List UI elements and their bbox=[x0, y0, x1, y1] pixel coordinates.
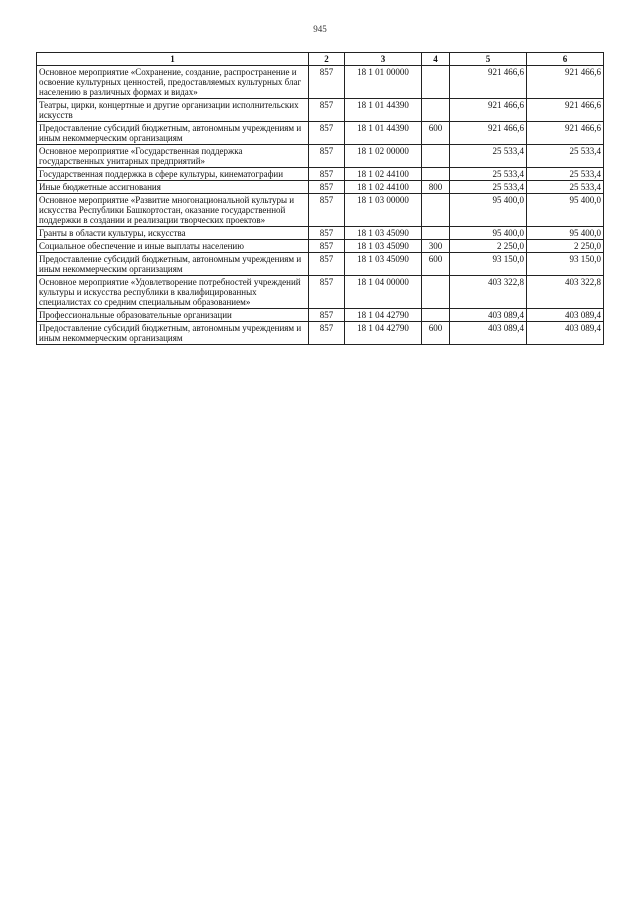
row-sum-col6: 403 089,4 bbox=[527, 322, 604, 345]
row-sum-col5: 95 400,0 bbox=[450, 194, 527, 227]
row-csr-code: 18 1 02 44100 bbox=[345, 181, 422, 194]
row-sum-col6: 921 466,6 bbox=[527, 66, 604, 99]
row-sum-col5: 95 400,0 bbox=[450, 227, 527, 240]
table-row bbox=[37, 145, 604, 168]
row-sum-col6: 921 466,6 bbox=[527, 99, 604, 122]
row-vedomstvo: 857 bbox=[309, 227, 345, 240]
row-vedomstvo: 857 bbox=[309, 240, 345, 253]
table-row bbox=[37, 240, 604, 253]
row-name: Основное мероприятие «Удовлетворение потребностей учреждений культуры и искусства республики в квалифицированных специалистах со средним специальным образованием» bbox=[37, 276, 309, 309]
row-vr-code bbox=[422, 276, 450, 309]
row-name: Профессиональные образовательные организации bbox=[37, 309, 309, 322]
row-sum-col6: 95 400,0 bbox=[527, 194, 604, 227]
header-cell: 5 bbox=[450, 53, 527, 66]
row-sum-col6: 403 322,8 bbox=[527, 276, 604, 309]
row-csr-code: 18 1 03 45090 bbox=[345, 253, 422, 276]
row-vr-code: 600 bbox=[422, 122, 450, 145]
header-cell: 2 bbox=[309, 53, 345, 66]
table-row bbox=[37, 227, 604, 240]
header-cell: 6 bbox=[527, 53, 604, 66]
row-vedomstvo: 857 bbox=[309, 194, 345, 227]
row-vedomstvo: 857 bbox=[309, 168, 345, 181]
row-sum-col5: 403 322,8 bbox=[450, 276, 527, 309]
row-vr-code bbox=[422, 309, 450, 322]
table-row bbox=[37, 194, 604, 227]
table-row bbox=[37, 253, 604, 276]
row-vedomstvo: 857 bbox=[309, 309, 345, 322]
row-sum-col5: 921 466,6 bbox=[450, 66, 527, 99]
row-sum-col6: 25 533,4 bbox=[527, 145, 604, 168]
row-sum-col6: 25 533,4 bbox=[527, 181, 604, 194]
table-row bbox=[37, 181, 604, 194]
row-csr-code: 18 1 01 44390 bbox=[345, 122, 422, 145]
row-sum-col5: 25 533,4 bbox=[450, 181, 527, 194]
row-csr-code: 18 1 01 00000 bbox=[345, 66, 422, 99]
row-csr-code: 18 1 04 42790 bbox=[345, 322, 422, 345]
table-row bbox=[37, 122, 604, 145]
row-sum-col5: 25 533,4 bbox=[450, 145, 527, 168]
row-vedomstvo: 857 bbox=[309, 322, 345, 345]
row-name: Предоставление субсидий бюджетным, автономным учреждениям и иным некоммерческим организациям bbox=[37, 322, 309, 345]
row-sum-col5: 93 150,0 bbox=[450, 253, 527, 276]
row-name: Предоставление субсидий бюджетным, автономным учреждениям и иным некоммерческим организациям bbox=[37, 253, 309, 276]
table-row bbox=[37, 309, 604, 322]
row-vr-code: 800 bbox=[422, 181, 450, 194]
row-sum-col6: 403 089,4 bbox=[527, 309, 604, 322]
row-vedomstvo: 857 bbox=[309, 253, 345, 276]
row-vr-code bbox=[422, 145, 450, 168]
row-vedomstvo: 857 bbox=[309, 276, 345, 309]
table-row bbox=[37, 276, 604, 309]
row-sum-col6: 25 533,4 bbox=[527, 168, 604, 181]
row-csr-code: 18 1 01 44390 bbox=[345, 99, 422, 122]
row-sum-col6: 921 466,6 bbox=[527, 122, 604, 145]
table-row bbox=[37, 99, 604, 122]
row-csr-code: 18 1 03 00000 bbox=[345, 194, 422, 227]
row-name: Основное мероприятие «Развитие многонациональной культуры и искусства Республики Башкортостан, оказание государственной поддержки в создании и реализации творческих проектов» bbox=[37, 194, 309, 227]
page-number: 945 bbox=[313, 24, 327, 34]
row-vr-code bbox=[422, 227, 450, 240]
row-name: Основное мероприятие «Сохранение, создание, распространение и освоение культурных ценностей, предоставляемых культурных благ населению в различных формах и видах» bbox=[37, 66, 309, 99]
row-vedomstvo: 857 bbox=[309, 66, 345, 99]
row-name: Театры, цирки, концертные и другие организации исполнительских искусств bbox=[37, 99, 309, 122]
row-sum-col6: 93 150,0 bbox=[527, 253, 604, 276]
row-sum-col5: 403 089,4 bbox=[450, 322, 527, 345]
row-sum-col5: 25 533,4 bbox=[450, 168, 527, 181]
row-vedomstvo: 857 bbox=[309, 99, 345, 122]
row-csr-code: 18 1 02 00000 bbox=[345, 145, 422, 168]
row-csr-code: 18 1 02 44100 bbox=[345, 168, 422, 181]
table-row bbox=[37, 168, 604, 181]
row-name: Основное мероприятие «Государственная поддержка государственных унитарных предприятий» bbox=[37, 145, 309, 168]
table-row bbox=[37, 66, 604, 99]
row-name: Государственная поддержка в сфере культуры, кинематографии bbox=[37, 168, 309, 181]
header-row bbox=[37, 53, 604, 66]
row-csr-code: 18 1 03 45090 bbox=[345, 240, 422, 253]
row-name: Иные бюджетные ассигнования bbox=[37, 181, 309, 194]
row-vr-code bbox=[422, 99, 450, 122]
row-vr-code bbox=[422, 194, 450, 227]
row-vedomstvo: 857 bbox=[309, 181, 345, 194]
row-sum-col5: 403 089,4 bbox=[450, 309, 527, 322]
row-sum-col5: 921 466,6 bbox=[450, 122, 527, 145]
row-name: Социальное обеспечение и иные выплаты населению bbox=[37, 240, 309, 253]
header-cell: 3 bbox=[345, 53, 422, 66]
row-sum-col5: 2 250,0 bbox=[450, 240, 527, 253]
table-body bbox=[37, 66, 604, 345]
row-name: Предоставление субсидий бюджетным, автономным учреждениям и иным некоммерческим организациям bbox=[37, 122, 309, 145]
row-sum-col6: 95 400,0 bbox=[527, 227, 604, 240]
header-cell: 1 bbox=[37, 53, 309, 66]
row-vr-code: 300 bbox=[422, 240, 450, 253]
row-sum-col5: 921 466,6 bbox=[450, 99, 527, 122]
row-vr-code: 600 bbox=[422, 253, 450, 276]
budget-table bbox=[36, 52, 604, 345]
row-csr-code: 18 1 04 42790 bbox=[345, 309, 422, 322]
row-sum-col6: 2 250,0 bbox=[527, 240, 604, 253]
row-name: Гранты в области культуры, искусства bbox=[37, 227, 309, 240]
header-cell: 4 bbox=[422, 53, 450, 66]
row-vr-code bbox=[422, 168, 450, 181]
row-csr-code: 18 1 04 00000 bbox=[345, 276, 422, 309]
row-vedomstvo: 857 bbox=[309, 122, 345, 145]
table-row bbox=[37, 322, 604, 345]
row-csr-code: 18 1 03 45090 bbox=[345, 227, 422, 240]
row-vedomstvo: 857 bbox=[309, 145, 345, 168]
row-vr-code bbox=[422, 66, 450, 99]
row-vr-code: 600 bbox=[422, 322, 450, 345]
